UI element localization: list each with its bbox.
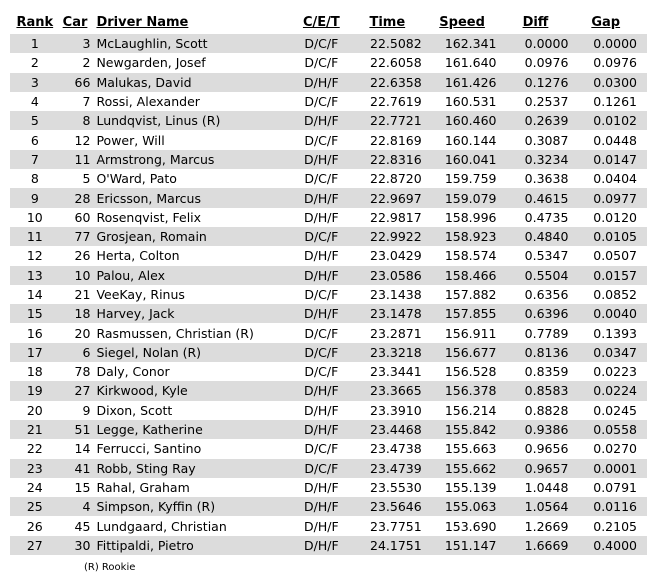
cell-diff: 1.0564 (503, 497, 575, 516)
cell-speed: 156.528 (428, 362, 503, 381)
cell-diff: 0.8828 (503, 401, 575, 420)
cell-time: 22.9922 (353, 227, 428, 246)
cell-rank: 16 (10, 323, 60, 342)
cell-time: 23.5530 (353, 478, 428, 497)
table-row (10, 459, 647, 478)
cell-car: 9 (60, 401, 97, 420)
cell-rank: 27 (10, 536, 60, 555)
cell-diff: 0.6396 (503, 304, 575, 323)
cell-speed: 159.079 (428, 188, 503, 207)
header-time: Time (369, 14, 406, 30)
cell-rank: 5 (10, 111, 60, 130)
cell-gap: 0.0105 (574, 227, 647, 246)
cell-car: 45 (60, 516, 97, 535)
cell-speed: 160.460 (428, 111, 503, 130)
cell-driver: VeeKay, Rinus (96, 285, 289, 304)
cell-cet: D/C/F (290, 169, 353, 188)
cell-car: 5 (60, 169, 97, 188)
cell-car: 20 (60, 323, 97, 342)
cell-cet: D/H/F (290, 401, 353, 420)
cell-gap: 0.0120 (574, 208, 647, 227)
cell-driver: Armstrong, Marcus (96, 150, 289, 169)
cell-speed: 158.466 (428, 266, 503, 285)
cell-time: 23.1478 (353, 304, 428, 323)
cell-time: 22.5082 (353, 34, 428, 53)
cell-diff: 0.5347 (503, 246, 575, 265)
header-speed: Speed (439, 14, 485, 30)
cell-cet: D/C/F (290, 285, 353, 304)
cell-diff: 0.3087 (503, 130, 575, 149)
cell-car: 18 (60, 304, 97, 323)
cell-car: 4 (60, 497, 97, 516)
cell-cet: D/H/F (290, 304, 353, 323)
cell-rank: 24 (10, 478, 60, 497)
cell-diff: 0.2639 (503, 111, 575, 130)
cell-driver: Newgarden, Josef (96, 53, 289, 72)
cell-rank: 26 (10, 516, 60, 535)
cell-diff: 0.9386 (503, 420, 575, 439)
cell-gap: 0.0270 (574, 439, 647, 458)
cell-rank: 4 (10, 92, 60, 111)
cell-car: 41 (60, 459, 97, 478)
cell-diff: 0.7789 (503, 323, 575, 342)
cell-rank: 12 (10, 246, 60, 265)
cell-diff: 0.4840 (503, 227, 575, 246)
cell-time: 22.7619 (353, 92, 428, 111)
cell-diff: 0.9656 (503, 439, 575, 458)
cell-diff: 0.4615 (503, 188, 575, 207)
cell-driver: Herta, Colton (96, 246, 289, 265)
cell-time: 22.7721 (353, 111, 428, 130)
cell-time: 22.6358 (353, 73, 428, 92)
cell-car: 7 (60, 92, 97, 111)
cell-speed: 156.911 (428, 323, 503, 342)
cell-car: 10 (60, 266, 97, 285)
cell-rank: 20 (10, 401, 60, 420)
cell-cet: D/H/F (290, 536, 353, 555)
cell-rank: 15 (10, 304, 60, 323)
cell-cet: D/C/F (290, 227, 353, 246)
results-table (10, 10, 647, 555)
header-rank: Rank (16, 14, 54, 30)
cell-diff: 0.8359 (503, 362, 575, 381)
cell-cet: D/C/F (290, 34, 353, 53)
cell-diff: 0.3638 (503, 169, 575, 188)
cell-cet: D/C/F (290, 53, 353, 72)
cell-time: 23.5646 (353, 497, 428, 516)
cell-driver: Lundqvist, Linus (R) (96, 111, 289, 130)
cell-car: 77 (60, 227, 97, 246)
cell-cet: D/C/F (290, 323, 353, 342)
cell-speed: 155.662 (428, 459, 503, 478)
cell-driver: Lundgaard, Christian (96, 516, 289, 535)
cell-car: 66 (60, 73, 97, 92)
cell-gap: 0.0558 (574, 420, 647, 439)
cell-car: 60 (60, 208, 97, 227)
cell-car: 78 (60, 362, 97, 381)
cell-gap: 0.0102 (574, 111, 647, 130)
table-row (10, 516, 647, 535)
cell-rank: 25 (10, 497, 60, 516)
cell-gap: 0.0977 (574, 188, 647, 207)
table-row (10, 130, 647, 149)
cell-driver: Simpson, Kyffin (R) (96, 497, 289, 516)
header-car: Car (62, 14, 88, 30)
cell-car: 12 (60, 130, 97, 149)
cell-gap: 0.0116 (574, 497, 647, 516)
cell-driver: Daly, Conor (96, 362, 289, 381)
cell-cet: D/H/F (290, 266, 353, 285)
cell-diff: 0.5504 (503, 266, 575, 285)
cell-rank: 7 (10, 150, 60, 169)
cell-cet: D/C/F (290, 343, 353, 362)
cell-time: 22.9817 (353, 208, 428, 227)
cell-gap: 0.0040 (574, 304, 647, 323)
cell-diff: 0.8583 (503, 381, 575, 400)
cell-time: 22.6058 (353, 53, 428, 72)
header-driver: Driver Name (96, 14, 189, 30)
cell-driver: Ericsson, Marcus (96, 188, 289, 207)
table-row (10, 362, 647, 381)
cell-diff: 0.1276 (503, 73, 575, 92)
cell-time: 23.4739 (353, 459, 428, 478)
cell-speed: 155.663 (428, 439, 503, 458)
cell-cet: D/H/F (290, 188, 353, 207)
cell-gap: 0.0791 (574, 478, 647, 497)
table-row (10, 34, 647, 53)
cell-speed: 158.923 (428, 227, 503, 246)
cell-rank: 9 (10, 188, 60, 207)
cell-driver: Power, Will (96, 130, 289, 149)
cell-speed: 158.996 (428, 208, 503, 227)
cell-cet: D/H/F (290, 246, 353, 265)
cell-time: 22.8316 (353, 150, 428, 169)
cell-diff: 0.6356 (503, 285, 575, 304)
cell-driver: Palou, Alex (96, 266, 289, 285)
table-row (10, 304, 647, 323)
cell-time: 22.8720 (353, 169, 428, 188)
cell-speed: 161.640 (428, 53, 503, 72)
cell-time: 23.7751 (353, 516, 428, 535)
table-row (10, 92, 647, 111)
cell-cet: D/C/F (290, 439, 353, 458)
cell-diff: 0.0000 (503, 34, 575, 53)
cell-driver: O'Ward, Pato (96, 169, 289, 188)
cell-gap: 0.4000 (574, 536, 647, 555)
cell-driver: Legge, Katherine (96, 420, 289, 439)
cell-cet: D/C/F (290, 130, 353, 149)
cell-car: 27 (60, 381, 97, 400)
cell-rank: 2 (10, 53, 60, 72)
cell-cet: D/H/F (290, 111, 353, 130)
cell-gap: 0.0347 (574, 343, 647, 362)
cell-driver: McLaughlin, Scott (96, 34, 289, 53)
cell-gap: 0.1261 (574, 92, 647, 111)
cell-diff: 0.0976 (503, 53, 575, 72)
cell-cet: D/H/F (290, 73, 353, 92)
cell-gap: 0.2105 (574, 516, 647, 535)
cell-diff: 0.9657 (503, 459, 575, 478)
cell-gap: 0.0157 (574, 266, 647, 285)
cell-driver: Siegel, Nolan (R) (96, 343, 289, 362)
cell-rank: 21 (10, 420, 60, 439)
cell-driver: Rahal, Graham (96, 478, 289, 497)
table-row (10, 227, 647, 246)
table-row (10, 73, 647, 92)
table-row (10, 53, 647, 72)
cell-speed: 157.855 (428, 304, 503, 323)
cell-time: 23.0429 (353, 246, 428, 265)
cell-time: 23.3218 (353, 343, 428, 362)
cell-car: 6 (60, 343, 97, 362)
cell-cet: D/C/F (290, 362, 353, 381)
cell-gap: 0.0000 (574, 34, 647, 53)
cell-time: 23.3665 (353, 381, 428, 400)
cell-cet: D/H/F (290, 516, 353, 535)
cell-speed: 153.690 (428, 516, 503, 535)
cell-speed: 155.842 (428, 420, 503, 439)
cell-car: 14 (60, 439, 97, 458)
cell-time: 23.0586 (353, 266, 428, 285)
cell-rank: 17 (10, 343, 60, 362)
table-row (10, 478, 647, 497)
header-gap: Gap (591, 14, 621, 30)
cell-cet: D/H/F (290, 497, 353, 516)
cell-speed: 155.063 (428, 497, 503, 516)
cell-driver: Dixon, Scott (96, 401, 289, 420)
table-row (10, 266, 647, 285)
cell-driver: Harvey, Jack (96, 304, 289, 323)
cell-speed: 151.147 (428, 536, 503, 555)
cell-driver: Grosjean, Romain (96, 227, 289, 246)
cell-time: 23.4738 (353, 439, 428, 458)
table-row (10, 439, 647, 458)
cell-rank: 8 (10, 169, 60, 188)
table-row (10, 536, 647, 555)
cell-driver: Rossi, Alexander (96, 92, 289, 111)
cell-time: 23.4468 (353, 420, 428, 439)
cell-speed: 160.144 (428, 130, 503, 149)
cell-speed: 156.677 (428, 343, 503, 362)
cell-speed: 159.759 (428, 169, 503, 188)
cell-speed: 156.214 (428, 401, 503, 420)
header-cet: C/E/T (302, 14, 340, 30)
table-row (10, 246, 647, 265)
cell-driver: Rasmussen, Christian (R) (96, 323, 289, 342)
cell-driver: Rosenqvist, Felix (96, 208, 289, 227)
cell-cet: D/H/F (290, 478, 353, 497)
cell-gap: 0.0147 (574, 150, 647, 169)
cell-rank: 22 (10, 439, 60, 458)
cell-cet: D/C/F (290, 459, 353, 478)
cell-time: 23.1438 (353, 285, 428, 304)
cell-car: 51 (60, 420, 97, 439)
cell-diff: 0.4735 (503, 208, 575, 227)
cell-diff: 1.6669 (503, 536, 575, 555)
cell-speed: 155.139 (428, 478, 503, 497)
cell-rank: 6 (10, 130, 60, 149)
table-row (10, 188, 647, 207)
cell-cet: D/H/F (290, 381, 353, 400)
table-row (10, 401, 647, 420)
cell-gap: 0.0224 (574, 381, 647, 400)
table-row (10, 150, 647, 169)
cell-car: 30 (60, 536, 97, 555)
cell-rank: 19 (10, 381, 60, 400)
table-header-row (10, 10, 647, 34)
cell-driver: Kirkwood, Kyle (96, 381, 289, 400)
cell-speed: 157.882 (428, 285, 503, 304)
table-row (10, 420, 647, 439)
cell-driver: Fittipaldi, Pietro (96, 536, 289, 555)
table-row (10, 285, 647, 304)
cell-gap: 0.0448 (574, 130, 647, 149)
cell-diff: 0.3234 (503, 150, 575, 169)
cell-rank: 18 (10, 362, 60, 381)
cell-car: 11 (60, 150, 97, 169)
cell-gap: 0.0245 (574, 401, 647, 420)
table-row (10, 497, 647, 516)
cell-driver: Robb, Sting Ray (96, 459, 289, 478)
cell-time: 22.9697 (353, 188, 428, 207)
cell-gap: 0.0404 (574, 169, 647, 188)
cell-diff: 1.2669 (503, 516, 575, 535)
cell-cet: D/H/F (290, 208, 353, 227)
cell-speed: 162.341 (428, 34, 503, 53)
table-row (10, 169, 647, 188)
cell-time: 22.8169 (353, 130, 428, 149)
cell-rank: 11 (10, 227, 60, 246)
cell-rank: 3 (10, 73, 60, 92)
cell-driver: Ferrucci, Santino (96, 439, 289, 458)
cell-time: 23.2871 (353, 323, 428, 342)
cell-speed: 160.531 (428, 92, 503, 111)
cell-diff: 0.2537 (503, 92, 575, 111)
table-row (10, 343, 647, 362)
cell-rank: 1 (10, 34, 60, 53)
cell-diff: 0.8136 (503, 343, 575, 362)
header-diff: Diff (522, 14, 549, 30)
cell-gap: 0.0507 (574, 246, 647, 265)
cell-time: 24.1751 (353, 536, 428, 555)
cell-car: 21 (60, 285, 97, 304)
cell-rank: 23 (10, 459, 60, 478)
cell-gap: 0.1393 (574, 323, 647, 342)
cell-rank: 14 (10, 285, 60, 304)
table-row (10, 323, 647, 342)
cell-speed: 158.574 (428, 246, 503, 265)
cell-speed: 160.041 (428, 150, 503, 169)
cell-car: 26 (60, 246, 97, 265)
cell-gap: 0.0001 (574, 459, 647, 478)
table-row (10, 208, 647, 227)
cell-time: 23.3910 (353, 401, 428, 420)
cell-driver: Malukas, David (96, 73, 289, 92)
cell-diff: 1.0448 (503, 478, 575, 497)
cell-cet: D/H/F (290, 150, 353, 169)
cell-gap: 0.0223 (574, 362, 647, 381)
rookie-footnote: (R) Rookie (84, 562, 136, 573)
cell-time: 23.3441 (353, 362, 428, 381)
cell-gap: 0.0852 (574, 285, 647, 304)
cell-cet: D/C/F (290, 92, 353, 111)
cell-car: 3 (60, 34, 97, 53)
cell-car: 28 (60, 188, 97, 207)
cell-speed: 156.378 (428, 381, 503, 400)
table-row (10, 381, 647, 400)
cell-gap: 0.0976 (574, 53, 647, 72)
cell-car: 2 (60, 53, 97, 72)
table-row (10, 111, 647, 130)
cell-cet: D/H/F (290, 420, 353, 439)
cell-car: 8 (60, 111, 97, 130)
cell-speed: 161.426 (428, 73, 503, 92)
cell-gap: 0.0300 (574, 73, 647, 92)
cell-rank: 10 (10, 208, 60, 227)
cell-car: 15 (60, 478, 97, 497)
cell-rank: 13 (10, 266, 60, 285)
